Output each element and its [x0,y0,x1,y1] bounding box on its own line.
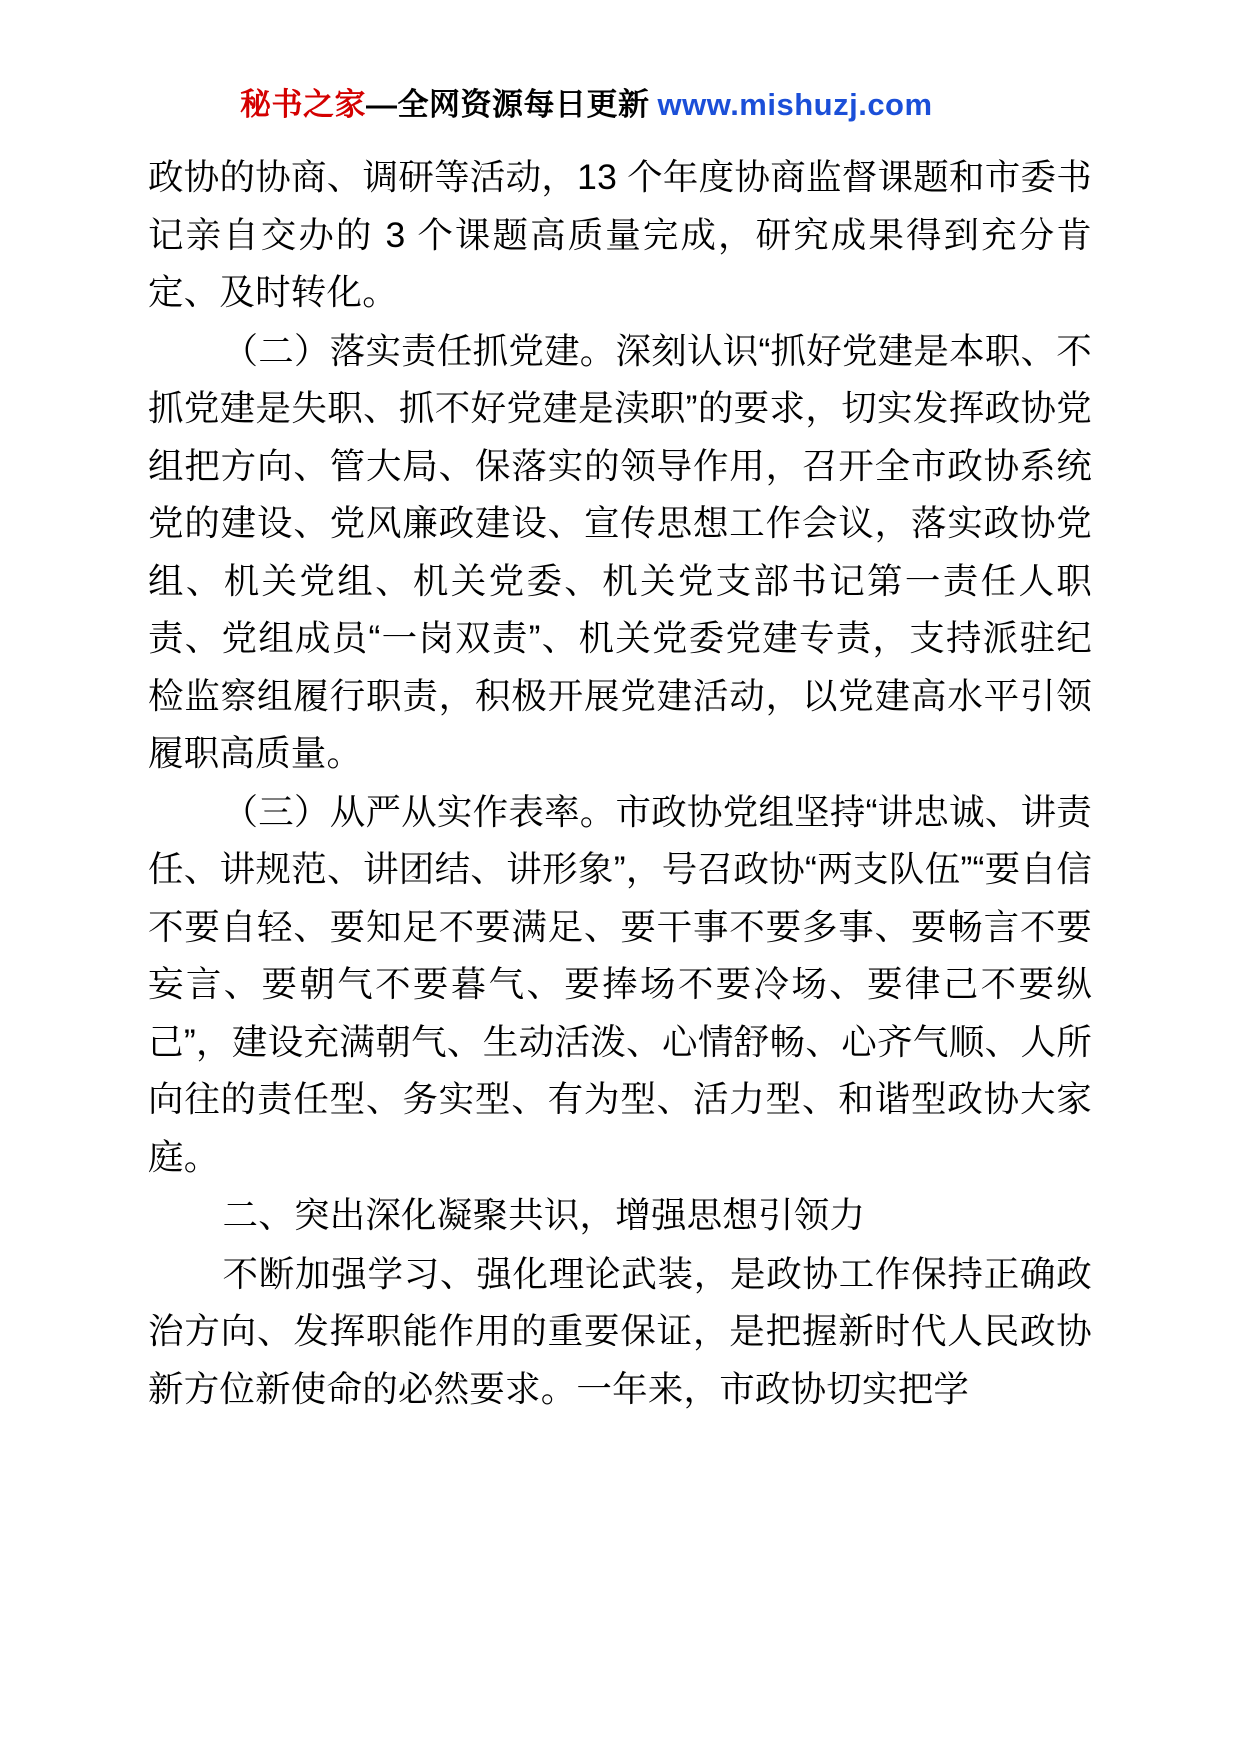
document-body [148,149,1092,1418]
watermark-header [148,86,1092,123]
paragraph-2: （二）落实责任抓党建。深刻认识“抓好党建是本职、不抓党建是失职、抓不好党建是渎职”的要求，切实发挥政协党组把方向、管大局、保落实的领导作用，召开全市政协系统党的建设、党风廉政建设、宣传思想工作会议，落实政协党组、机关党组、机关党委、机关党支部书记第一责任人职责、党组成员“一岗双责”、机关党委党建专责，支持派驻纪检监察组履行职责，积极开展党建活动，以党建高水平引领履职高质量。 [148,330,1092,774]
watermark-brand: 秘书之家 [240,87,366,122]
paragraph-3: （三）从严从实作表率。市政协党组坚持“讲忠诚、讲责任、讲规范、讲团结、讲形象”，号召政协“两支队伍”“要自信不要自轻、要知足不要满足、要干事不要多事、要畅言不要妄言、要朝气不要暮气、要捧场不要冷场、要律己不要纵己”，建设充满朝气、生动活泼、心情舒畅、心齐气顺、人所向往的责任型、务实型、有为型、活力型、和谐型政协大家庭。 [148,791,1092,1177]
paragraph-5: 不断加强学习、强化理论武装，是政协工作保持正确政治方向、发挥职能作用的重要保证，是把握新时代人民政协新方位新使命的必然要求。一年来，市政协切实把学 [148,1253,1092,1409]
watermark-url[interactable]: www.mishuzj.com [657,87,933,122]
paragraph-1: 政协的协商、调研等活动，13 个年度协商监督课题和市委书记亲自交办的 3 个课题高质量完成，研究成果得到充分肯定、及时转化。 [148,157,1092,313]
watermark-tagline: 全网资源每日更新 [397,87,650,122]
watermark-dash: — [366,87,398,122]
section-heading-2: 二、突出深化凝聚共识，增强思想引领力 [222,1195,866,1236]
